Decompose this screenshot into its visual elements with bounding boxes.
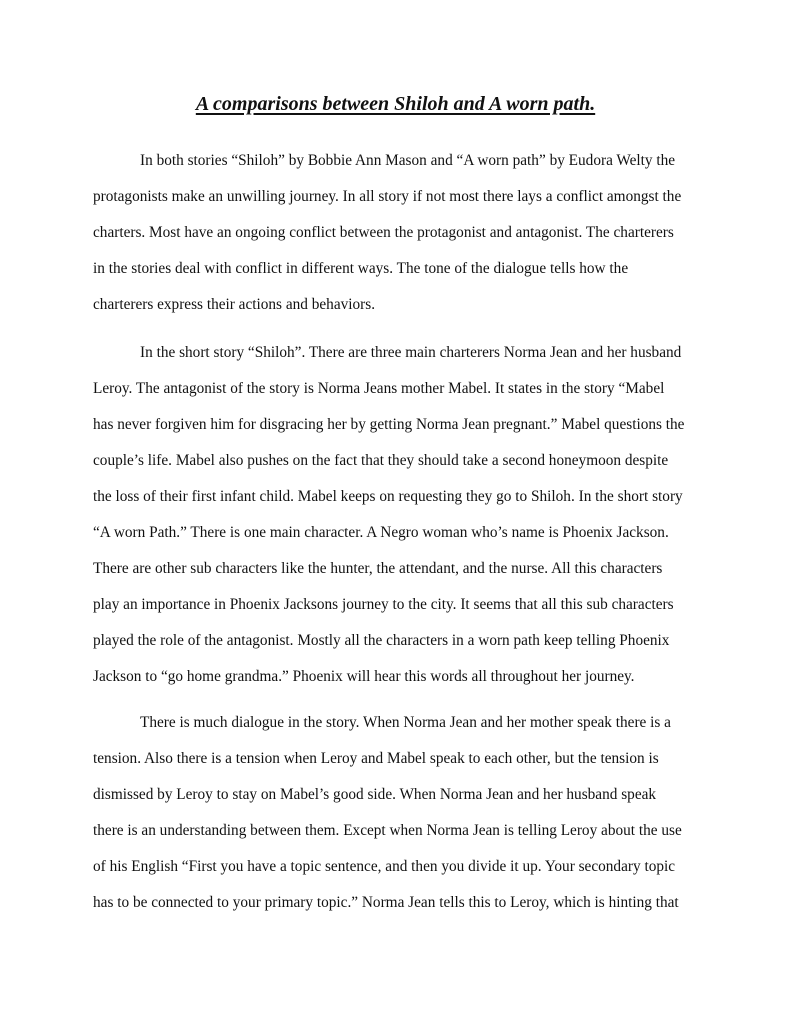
paragraph-line: charters. Most have an ongoing conflict between the protagonist and antagonist. The charterers [93, 224, 674, 241]
paragraph-line: in the stories deal with conflict in different ways. The tone of the dialogue tells how the [93, 260, 629, 277]
paragraph-line: “A worn Path.” There is one main character. A Negro woman who’s name is Phoenix Jackson. [93, 524, 669, 541]
paragraph-line: In both stories “Shiloh” by Bobbie Ann Mason and “A worn path” by Eudora Welty the [140, 152, 676, 169]
paragraph-line: There are other sub characters like the hunter, the attendant, and the nurse. All this characters [93, 560, 663, 577]
paragraph-line: charterers express their actions and behaviors. [93, 296, 376, 313]
paragraph-line: tension. Also there is a tension when Leroy and Mabel speak to each other, but the tension is [93, 750, 659, 767]
paragraph-line: dismissed by Leroy to stay on Mabel’s good side. When Norma Jean and her husband speak [93, 786, 657, 803]
paragraph-line: Leroy. The antagonist of the story is Norma Jeans mother Mabel. It states in the story “Mabel [93, 380, 665, 397]
paragraph-line: the loss of their first infant child. Mabel keeps on requesting they go to Shiloh. In the short story [93, 488, 683, 505]
paragraph-line: protagonists make an unwilling journey. In all story if not most there lays a conflict amongst the [93, 188, 682, 205]
paragraph-line: Jackson to “go home grandma.” Phoenix will hear this words all throughout her journey. [93, 668, 635, 685]
paragraph-line: of his English “First you have a topic sentence, and then you divide it up. Your secondary topic [93, 858, 676, 875]
paragraph-line: couple’s life. Mabel also pushes on the fact that they should take a second honeymoon despite [93, 452, 669, 469]
document-title: A comparisons between Shiloh and A worn path. [195, 93, 596, 115]
paragraph-line: In the short story “Shiloh”. There are three main charterers Norma Jean and her husband [140, 344, 682, 361]
paragraph-line: played the role of the antagonist. Mostly all the characters in a worn path keep telling Phoenix [93, 632, 670, 649]
paragraph-line: there is an understanding between them. Except when Norma Jean is telling Leroy about the use [93, 822, 682, 839]
paragraph-line: There is much dialogue in the story. When Norma Jean and her mother speak there is a [140, 714, 671, 731]
paragraph-line: play an importance in Phoenix Jacksons journey to the city. It seems that all this sub characters [93, 596, 674, 613]
paragraph-line: has to be connected to your primary topic.” Norma Jean tells this to Leroy, which is hinting that [93, 894, 679, 911]
paragraph-line: has never forgiven him for disgracing her by getting Norma Jean pregnant.” Mabel questions the [93, 416, 685, 433]
